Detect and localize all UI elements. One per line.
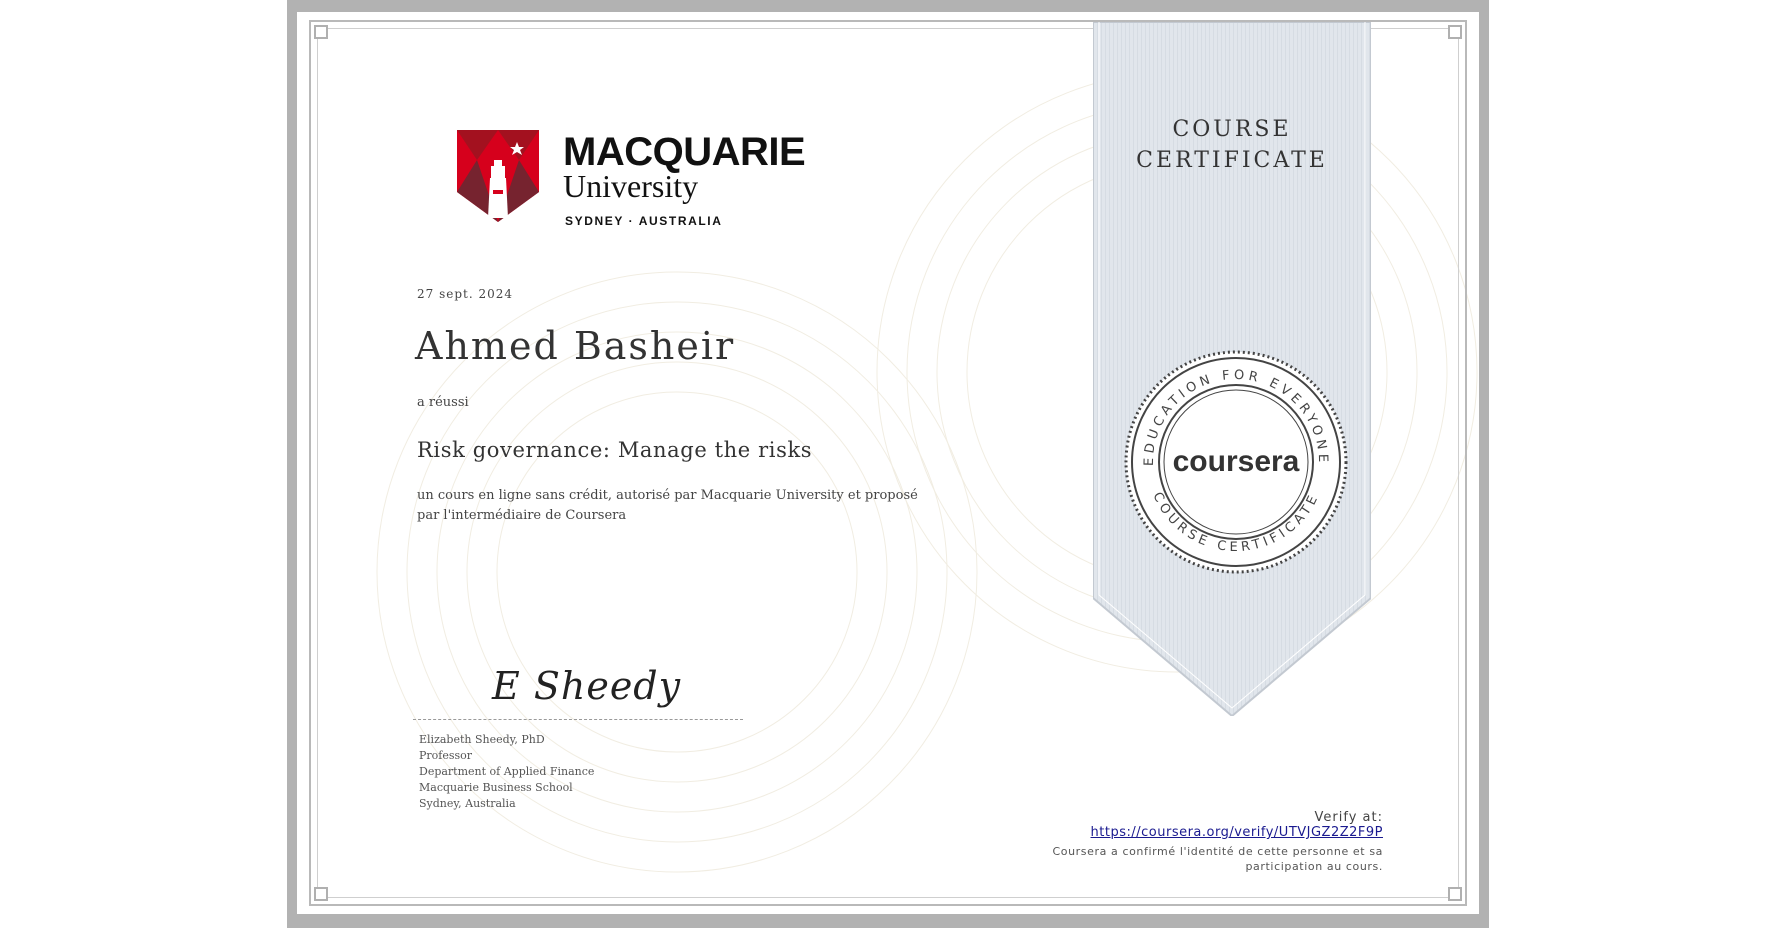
certificate-outer-frame xyxy=(287,0,1489,928)
corner-ornament-tl xyxy=(314,25,328,39)
lighthouse-shield-icon xyxy=(457,130,539,222)
verify-note-line1: Coursera a confirmé l'identité de cette personne et sa xyxy=(1052,845,1383,858)
seal-top-text: EDUCATION FOR EVERYONE xyxy=(1141,367,1331,467)
signature-line xyxy=(413,719,743,720)
university-logo xyxy=(457,128,806,228)
verification-block xyxy=(1052,810,1383,874)
corner-ornament-tr xyxy=(1448,25,1462,39)
signer-details xyxy=(419,732,594,812)
logo-name: MACQUARIE xyxy=(563,130,806,174)
completion-date: 27 sept. 2024 xyxy=(417,287,514,301)
seal-brand: coursera xyxy=(1172,445,1300,478)
verify-link[interactable]: https://coursera.org/verify/UTVJGZ2Z2F9P xyxy=(1090,825,1383,840)
course-description: un cours en ligne sans crédit, autorisé par Macquarie University et proposé par l'intermédiaire de Coursera xyxy=(417,488,918,523)
verify-note xyxy=(1052,844,1383,874)
signature: E Sheedy xyxy=(492,664,682,708)
verify-note-line2: participation au cours. xyxy=(1245,860,1383,873)
signer-school: Macquarie Business School xyxy=(419,781,573,794)
seal-bottom-text: COURSE CERTIFICATE xyxy=(1149,490,1323,556)
recipient-name: Ahmed Basheir xyxy=(415,324,736,368)
logo-sub: University xyxy=(563,168,699,204)
signer-department: Department of Applied Finance xyxy=(419,765,595,778)
signer-title: Professor xyxy=(419,749,473,762)
ribbon-title xyxy=(1093,114,1371,176)
ribbon-title-line1: COURSE xyxy=(1172,117,1292,142)
ribbon-title-line2: CERTIFICATE xyxy=(1136,148,1328,173)
achieved-label: a réussi xyxy=(417,395,469,410)
verify-label: Verify at: xyxy=(1314,810,1383,825)
corner-ornament-br xyxy=(1448,887,1462,901)
corner-ornament-bl xyxy=(314,887,328,901)
signer-name: Elizabeth Sheedy, PhD xyxy=(419,733,545,746)
certificate-paper xyxy=(297,12,1479,914)
coursera-seal xyxy=(1123,349,1349,575)
signer-location: Sydney, Australia xyxy=(419,797,516,810)
logo-location: SYDNEY · AUSTRALIA xyxy=(565,214,723,228)
course-title: Risk governance: Manage the risks xyxy=(417,438,813,462)
